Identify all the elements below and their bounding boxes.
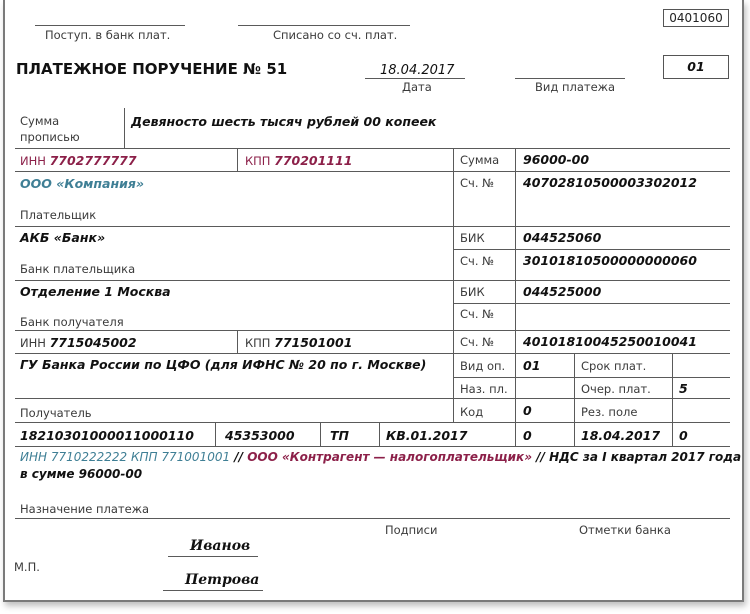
divider	[320, 422, 321, 446]
signature-line-2	[163, 590, 263, 591]
payer-inn-label: ИНН	[20, 154, 46, 168]
date-value: 18.04.2017	[380, 63, 455, 78]
payee-account-value: 40101810045250010041	[523, 334, 697, 349]
grid-line	[15, 518, 730, 519]
payee-bank-account-label: Сч. №	[460, 307, 495, 321]
payer-kpp-value: 770201111	[274, 153, 353, 168]
purpose-line2: в сумме 96000-00	[20, 467, 143, 481]
priority-label: Очер. плат.	[581, 382, 651, 396]
divider	[574, 353, 575, 446]
payer-account-value: 40702810500003302012	[523, 175, 697, 190]
payee-bank-name: Отделение 1 Москва	[20, 284, 171, 299]
grid-line	[15, 398, 730, 399]
signatures-label: Подписи	[385, 523, 438, 537]
payment-order-form	[3, 0, 744, 602]
priority-value: 5	[679, 381, 688, 396]
date-label: Дата	[402, 80, 432, 94]
payer-sum-label: Сумма	[460, 153, 500, 167]
payer-account-label: Сч. №	[460, 176, 495, 190]
payer-kpp	[245, 153, 352, 168]
amount-words-label: Сумма прописью	[20, 114, 80, 144]
payer-bank-account-label: Сч. №	[460, 254, 495, 268]
purpose-sep: //	[230, 450, 248, 464]
payer-bank-bik-value: 044525060	[523, 230, 602, 245]
grid-line	[15, 422, 730, 423]
tax-doc-number: 0	[523, 428, 532, 443]
date-line	[365, 78, 465, 79]
payer-bank-name: АКБ «Банк»	[20, 230, 106, 245]
payee-kpp-value: 771501001	[274, 335, 353, 350]
signature-petrova: Петрова	[185, 572, 260, 588]
grid-line	[15, 171, 730, 172]
tax-type: 0	[679, 428, 688, 443]
tax-period: КВ.01.2017	[386, 428, 468, 443]
page-title: ПЛАТЕЖНОЕ ПОРУЧЕНИЕ № 51	[16, 60, 288, 78]
divider	[379, 422, 380, 446]
payment-type-line	[515, 78, 625, 79]
tax-kbk: 18210301000011000110	[20, 428, 194, 443]
reserve-label: Рез. поле	[581, 405, 638, 419]
payee-name: ГУ Банка России по ЦФО (для ИФНС № 20 по г. Москве)	[20, 357, 427, 372]
payer-name: ООО «Компания»	[20, 176, 144, 191]
received-line	[35, 25, 185, 26]
purpose-description: НДС за I квартал 2017 года	[549, 450, 742, 464]
grid-line	[15, 280, 730, 281]
divider	[215, 422, 216, 446]
divider	[453, 148, 454, 422]
code-label: Код	[460, 405, 484, 419]
status-box	[663, 55, 729, 79]
code-value: 0	[523, 403, 532, 418]
tax-doc-date: 18.04.2017	[581, 428, 661, 443]
payee-account-label: Сч. №	[460, 335, 495, 349]
payer-kpp-label: КПП	[245, 154, 271, 168]
op-type-label: Вид оп.	[460, 359, 506, 373]
payer-bank-account-value: 30101810500000000060	[523, 253, 697, 268]
payer-inn	[20, 153, 137, 168]
divider	[515, 148, 516, 446]
grid-line	[15, 330, 730, 331]
purpose-line1	[20, 450, 741, 464]
tax-oktmo: 45353000	[225, 428, 295, 443]
signature-line-1	[168, 556, 258, 557]
payee-kpp	[245, 335, 352, 350]
grid-line	[15, 226, 730, 227]
grid-line	[453, 377, 730, 378]
signature-ivanov: Иванов	[190, 538, 251, 554]
payee-inn-label: ИНН	[20, 336, 46, 350]
tax-basis: ТП	[330, 428, 349, 443]
payer-bank-label: Банк плательщика	[20, 262, 136, 276]
stamp-label: М.П.	[14, 560, 40, 574]
debited-label: Списано со сч. плат.	[273, 28, 398, 42]
payment-type-label: Вид платежа	[535, 80, 616, 94]
op-type-value: 01	[523, 358, 541, 373]
payee-bank-bik-label: БИК	[460, 285, 485, 299]
payee-inn-value: 7715045002	[49, 335, 137, 350]
purpose-code-label: Наз. пл.	[460, 382, 508, 396]
due-label: Срок плат.	[581, 359, 647, 373]
payee-bank-label: Банк получателя	[20, 315, 124, 329]
payer-bank-bik-label: БИК	[460, 231, 485, 245]
purpose-sep: //	[532, 450, 550, 464]
payee-label: Получатель	[20, 406, 92, 420]
grid-line	[453, 303, 730, 304]
grid-line	[15, 446, 730, 447]
payee-bank-bik-value: 044525000	[523, 284, 602, 299]
status-code: 01	[687, 59, 705, 74]
divider	[237, 330, 238, 353]
divider	[672, 353, 673, 446]
grid-line	[453, 249, 730, 250]
payer-inn-value: 7702777777	[49, 153, 137, 168]
amount-words-value: Девяносто шесть тысяч рублей 00 копеек	[131, 114, 437, 129]
received-label: Поступ. в банк плат.	[45, 28, 171, 42]
grid-line	[15, 353, 730, 354]
payer-sum-value: 96000-00	[523, 152, 590, 167]
payee-kpp-label: КПП	[245, 336, 271, 350]
purpose-label: Назначение платежа	[20, 502, 150, 516]
grid-line	[15, 148, 730, 149]
payee-inn	[20, 335, 137, 350]
divider	[237, 148, 238, 171]
debited-line	[238, 25, 410, 26]
payer-label: Плательщик	[20, 208, 97, 222]
divider	[124, 108, 125, 148]
purpose-inn-kpp: ИНН 7710222222 КПП 771001001	[20, 450, 231, 464]
form-code: 0401060	[669, 11, 723, 25]
purpose-counterparty: ООО «Контрагент — налогоплательщик»	[247, 450, 532, 464]
bank-marks-label: Отметки банка	[579, 523, 671, 537]
form-code-box	[663, 9, 729, 27]
